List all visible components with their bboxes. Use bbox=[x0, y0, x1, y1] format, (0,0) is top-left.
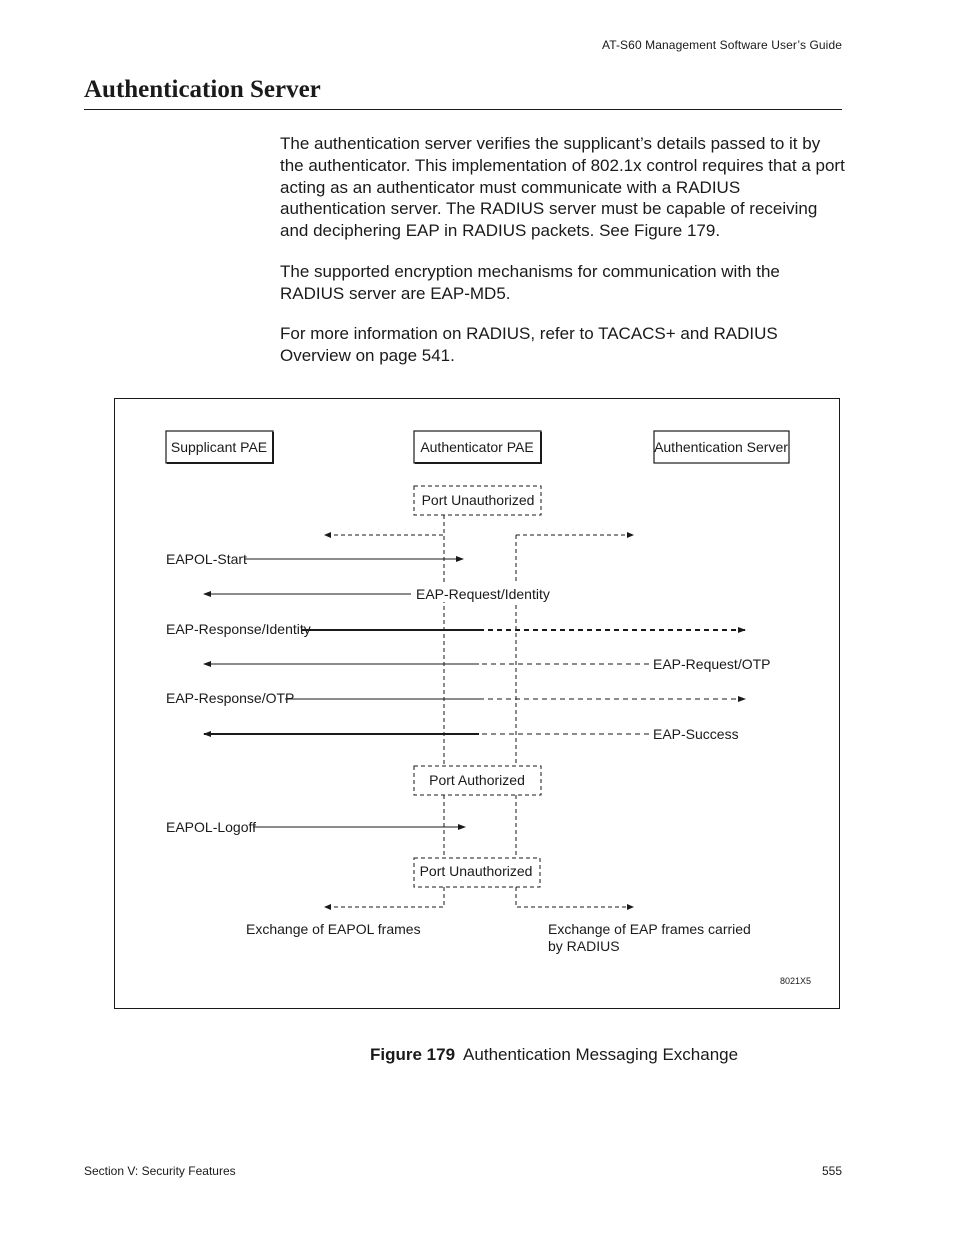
port-unauthorized-label-2: Port Unauthorized bbox=[419, 863, 533, 879]
arrowhead-right-bottom bbox=[627, 904, 634, 910]
paragraph-1: The authentication server verifies the supplicant’s details passed to it by the authenticator. This implementation of 802.1x control requires that a port acting as an authenticator must communicate with a RADIUS authentication server. The RADIUS server must be capable of receiving and deciphering EAP in RADIUS packets. See Figure 179. bbox=[280, 134, 845, 241]
legend-eapol: Exchange of EAPOL frames bbox=[246, 921, 421, 937]
msg-eap-response-otp: EAP-Response/OTP bbox=[166, 690, 295, 706]
arrowhead-right-top bbox=[627, 532, 634, 538]
footer-page-number: 555 bbox=[821, 1164, 842, 1178]
authenticator-label: Authenticator PAE bbox=[420, 439, 534, 455]
port-authorized-label: Port Authorized bbox=[429, 772, 525, 788]
msg-eapol-start: EAPOL-Start bbox=[166, 551, 247, 567]
legend-eap-line2: by RADIUS bbox=[548, 938, 620, 954]
arrowhead-left-bottom bbox=[324, 904, 331, 910]
caption-number: Figure 179 bbox=[370, 1045, 456, 1064]
msg-eap-response-identity: EAP-Response/Identity bbox=[166, 621, 311, 637]
section-title: Authentication Server bbox=[84, 76, 321, 103]
server-label: Authentication Server bbox=[654, 439, 788, 455]
paragraph-2: The supported encryption mechanisms for communication with the RADIUS server are EAP-MD5. bbox=[280, 262, 780, 303]
title-rule bbox=[84, 109, 842, 110]
legend-eap-line1: Exchange of EAP frames carried bbox=[548, 921, 751, 937]
figure-diagram bbox=[114, 398, 840, 1009]
caption-text: Authentication Messaging Exchange bbox=[463, 1045, 739, 1064]
diagram-svg bbox=[115, 399, 841, 1010]
lifelines bbox=[325, 515, 632, 907]
msg-eap-request-otp: EAP-Request/OTP bbox=[653, 656, 771, 672]
msg-eapol-logoff: EAPOL-Logoff bbox=[166, 819, 257, 835]
footer-section: Section V: Security Features bbox=[84, 1164, 236, 1178]
running-header: AT-S60 Management Software User’s Guide bbox=[601, 38, 842, 52]
msg-eap-success: EAP-Success bbox=[653, 726, 739, 742]
msg-eap-request-identity: EAP-Request/Identity bbox=[416, 586, 550, 602]
supplicant-label: Supplicant PAE bbox=[170, 439, 268, 455]
figure-caption bbox=[370, 1045, 738, 1065]
paragraph-3: For more information on RADIUS, refer to TACACS+ and RADIUS Overview on page 541. bbox=[280, 324, 778, 365]
port-unauthorized-label-1: Port Unauthorized bbox=[421, 492, 535, 508]
figure-id: 8021X5 bbox=[780, 976, 812, 986]
arrowhead-left-top bbox=[324, 532, 331, 538]
